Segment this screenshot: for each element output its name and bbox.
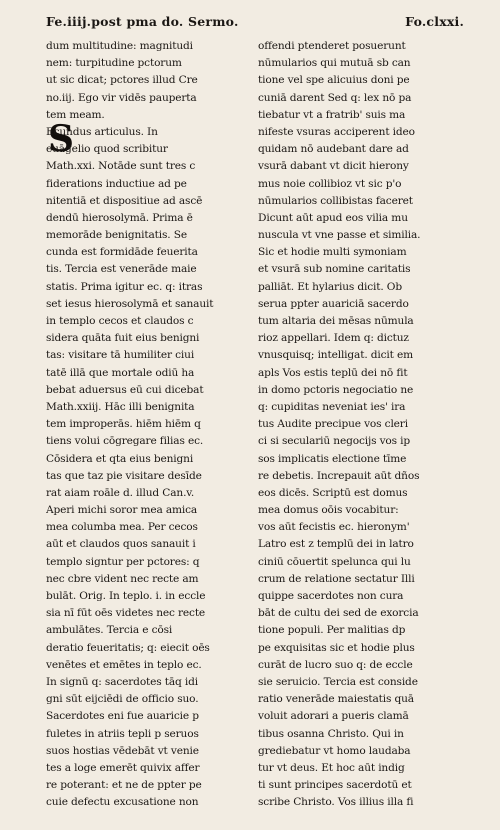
text-line: q: cupiditas neveniat ies' ira xyxy=(258,400,406,413)
column-gutter xyxy=(247,40,248,730)
text-line: quippe sacerdotes non cura xyxy=(258,590,404,602)
text-line: tus Audite precipue vos cleri xyxy=(258,418,408,431)
text-line: cuniā darent Sed q: lex nō pa xyxy=(258,91,412,104)
text-line: templo signtur per pctores: q xyxy=(46,555,200,568)
text-line: mus noie collibioz vt sic p'o xyxy=(258,177,402,190)
text-line: serua ppter auariciā sacerdo xyxy=(258,297,409,310)
text-line: in domo pctoris negociatio ne xyxy=(258,383,414,396)
text-line: tem meam. xyxy=(46,108,105,121)
left-text-column xyxy=(46,38,242,811)
text-line: tione populi. Per malitias dp xyxy=(258,624,406,637)
text-line: bebat aduersus eū cui dicebat xyxy=(46,383,204,396)
text-line: nec cbre vident nec recte am xyxy=(46,572,199,585)
text-line: quidam nō audebant dare ad xyxy=(258,143,409,156)
text-line: tione vel spe alicuius doni pe xyxy=(258,74,410,87)
folio-number: Fo.clxxi. xyxy=(405,14,464,29)
text-line: grediebatur vt homo laudaba xyxy=(258,744,411,757)
text-line: euāgelio quod scribitur xyxy=(46,143,168,156)
text-line: tas que taz pie visitare desīde xyxy=(46,469,202,482)
text-line: re poterant: et ne de ppter pe xyxy=(46,779,202,792)
text-line: aūt et claudos quos sanauit i xyxy=(46,538,196,551)
text-line: bulāt. Orig. In teplo. i. in eccle xyxy=(46,590,206,602)
text-line: memorāde benignitatis. Se xyxy=(46,229,187,242)
text-line: nuscula vt vne passe et similia. xyxy=(258,229,421,242)
text-line: venētes et emētes in teplo ec. xyxy=(46,658,202,671)
text-line: dum multitudine: magnitudi xyxy=(46,40,193,52)
text-line: voluit adorari a pueris clamā xyxy=(258,710,409,723)
text-line: sie seruicio. Tercia est conside xyxy=(258,675,418,688)
text-line: vos aūt fecistis ec. hieronym' xyxy=(258,521,410,534)
text-line: cunda est formidāde feuerita xyxy=(46,246,198,259)
text-line: statis. Prima igitur ec. q: itras xyxy=(46,280,203,293)
text-line: sia nī fūt oēs videtes nec recte xyxy=(46,607,206,620)
text-line: cuie defectu excusatione non xyxy=(46,796,199,809)
text-line: In signū q: sacerdotes tāq idi xyxy=(46,675,199,688)
text-line: vsurā dabant vt dicit hierony xyxy=(258,160,409,173)
text-line: tas: visitare tā humiliter ciui xyxy=(46,349,195,362)
text-line: suos hostias vēdebāt vt venie xyxy=(46,744,199,757)
text-line: dendū hierosolymā. Prima ē xyxy=(46,211,193,224)
text-line: Aperi michi soror mea amica xyxy=(46,504,198,517)
text-line: tur vt deus. Et hoc aūt indig xyxy=(258,761,405,774)
text-line: tes a loge emerēt quivix affer xyxy=(46,761,200,774)
text-line: fiderations inductiue ad pe xyxy=(46,177,187,190)
text-line: scribe Christo. Vos illius illa fi xyxy=(258,796,414,809)
text-line: re debetis. Increpauit aūt dños xyxy=(258,469,420,482)
text-line: nitentiā et dispositiue ad ascē xyxy=(46,194,203,207)
text-line: Latro est z templū dei in latro xyxy=(258,538,414,551)
text-line: nem: turpitudine pctorum xyxy=(46,57,182,70)
text-line: nūmularios collibistas faceret xyxy=(258,194,413,207)
text-line: et vsurā sub nomine caritatis xyxy=(258,263,411,276)
running-header xyxy=(46,9,464,35)
text-line: Dicunt aūt apud eos vilia mu xyxy=(258,211,408,224)
text-line: Math.xxiij. Hāc illi benignita xyxy=(46,400,195,413)
text-line: ratio venerāde maiestatis quā xyxy=(258,693,414,706)
text-line: Sic et hodie multi symoniam xyxy=(258,246,407,259)
text-line: set iesus hierosolymā et sanauit xyxy=(46,297,214,310)
text-line: crum de relatione sectatur Illi xyxy=(258,572,415,585)
text-line: offendi ptenderet posuerunt xyxy=(258,40,406,52)
text-line: Sacerdotes eni fue auaricie p xyxy=(46,710,199,723)
text-line: ambulātes. Tercia e cōsi xyxy=(46,624,173,637)
text-line: tiens volui cōgregare filias ec. xyxy=(46,435,204,448)
text-line: fuletes in atriis tepli p seruos xyxy=(46,727,199,740)
text-line: rioz appellari. Idem q: dictuz xyxy=(258,332,409,345)
text-line: bāt de cultu dei sed de exorcia xyxy=(258,607,419,620)
decorated-initial: S xyxy=(48,118,74,160)
text-line: Ecundus articulus. In xyxy=(46,125,158,138)
right-text-column xyxy=(258,38,464,811)
text-line: vnusquisq; intelligat. dicit em xyxy=(258,349,413,362)
text-line: tiebatur vt a fratrib' suis ma xyxy=(258,108,406,121)
text-line: rat aiam roāle d. illud Can.v. xyxy=(46,486,195,499)
text-line: tibus osanna Christo. Qui in xyxy=(258,727,404,740)
text-line: tis. Tercia est venerāde maie xyxy=(46,263,197,276)
text-line: palliāt. Et hylarius dicit. Ob xyxy=(258,280,402,293)
text-line: curāt de lucro suo q: de eccle xyxy=(258,658,413,671)
text-line: deratio feueritatis; q: eiecit oēs xyxy=(46,641,210,654)
text-line: ci si seculariū negocijs vos ip xyxy=(258,435,411,448)
text-line: ti sunt principes sacerdotū et xyxy=(258,779,412,792)
text-line: nūmularios qui mutuā sb can xyxy=(258,57,411,70)
text-line: no.iij. Ego vir vidēs pauperta xyxy=(46,91,197,104)
text-line: mea columba mea. Per cecos xyxy=(46,521,198,534)
text-line: apls Vos estis teplū dei nō fit xyxy=(258,366,408,379)
text-line: gni sūt eijciēdi de officio suo. xyxy=(46,693,199,706)
text-line: tum altaria dei mēsas nūmula xyxy=(258,315,414,327)
text-line: nifeste vsuras acciperent ideo xyxy=(258,125,415,138)
text-line: Math.xxi. Notāde sunt tres c xyxy=(46,160,196,173)
text-line: ciniū cōuertit spelunca qui lu xyxy=(258,555,411,568)
text-line: pe exquisitas sic et hodie plus xyxy=(258,641,415,654)
text-line: tatē illā que mortale odiū ha xyxy=(46,366,195,379)
text-line: mea domus oōis vocabitur: xyxy=(258,504,399,517)
text-line: sidera quāta fuit eius benigni xyxy=(46,332,200,345)
text-line: in templo cecos et claudos c xyxy=(46,315,194,327)
header-left-title: Fe.iiij.post pma do. Sermo. xyxy=(46,14,239,29)
text-line: Cōsidera et qta eius benigni xyxy=(46,452,194,465)
text-line: tem improperās. hiēm hiēm q xyxy=(46,418,201,431)
text-line: eos dicēs. Scriptū est domus xyxy=(258,486,408,499)
text-line: sos implicatis electione tīme xyxy=(258,452,407,465)
text-line: ut sic dicat; pctores illud Cre xyxy=(46,74,198,87)
